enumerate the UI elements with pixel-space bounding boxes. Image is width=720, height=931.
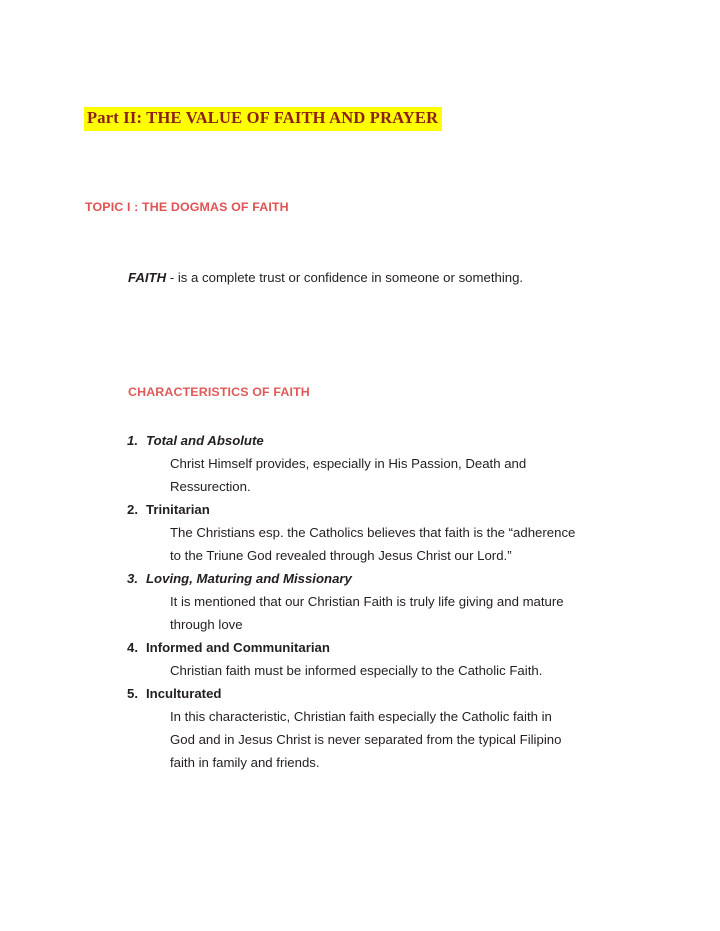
list-item [0,636,720,682]
list-item-number: 5. [127,686,138,701]
list-item-heading-row [0,429,720,452]
list-item-number: 2. [127,502,138,517]
list-item-body-line: God and in Jesus Christ is never separated from the typical Filipino [170,732,562,747]
list-item-body-line: Christian faith must be informed especially to the Catholic Faith. [170,663,543,678]
list-item-heading-row [0,567,720,590]
list-item-body-line: The Christians esp. the Catholics believes that faith is the “adherence [170,525,576,540]
list-item [0,498,720,567]
list-item-number: 4. [127,640,138,655]
list-item-title: Informed and Communitarian [146,640,330,655]
list-item [0,682,720,774]
list-item-heading-row [0,498,720,521]
list-item-body-line: faith in family and friends. [170,755,320,770]
list-item-heading-row [0,682,720,705]
list-item [0,429,720,498]
list-item-body-line: It is mentioned that our Christian Faith is truly life giving and mature [170,594,564,609]
topic-heading: TOPIC I : THE DOGMAS OF FAITH [85,200,289,214]
list-item-body-line: through love [170,617,243,632]
list-item-body [0,590,720,636]
faith-separator: - [166,270,178,285]
list-item-title: Inculturated [146,686,222,701]
list-item-number: 3. [127,571,138,586]
list-item-heading-row [0,636,720,659]
list-item-title: Loving, Maturing and Missionary [146,571,352,586]
list-item-body [0,705,720,774]
list-item-title: Total and Absolute [146,433,264,448]
characteristics-heading: CHARACTERISTICS OF FAITH [128,385,310,399]
characteristics-list [0,429,720,774]
list-item-number: 1. [127,433,138,448]
faith-definition-text: is a complete trust or confidence in someone or something. [177,270,524,285]
list-item-body-line: to the Triune God revealed through Jesus Christ our Lord.” [170,548,512,563]
list-item-body-line: Christ Himself provides, especially in His Passion, Death and [170,456,527,471]
list-item-body [0,452,720,498]
faith-definition [128,268,523,288]
page-title: Part II: THE VALUE OF FAITH AND PRAYER [84,107,442,131]
list-item-title: Trinitarian [146,502,210,517]
list-item-body [0,659,720,682]
list-item-body [0,521,720,567]
faith-term: FAITH [128,270,167,285]
list-item-body-line: In this characteristic, Christian faith especially the Catholic faith in [170,709,552,724]
list-item-body-line: Ressurection. [170,479,251,494]
list-item [0,567,720,636]
